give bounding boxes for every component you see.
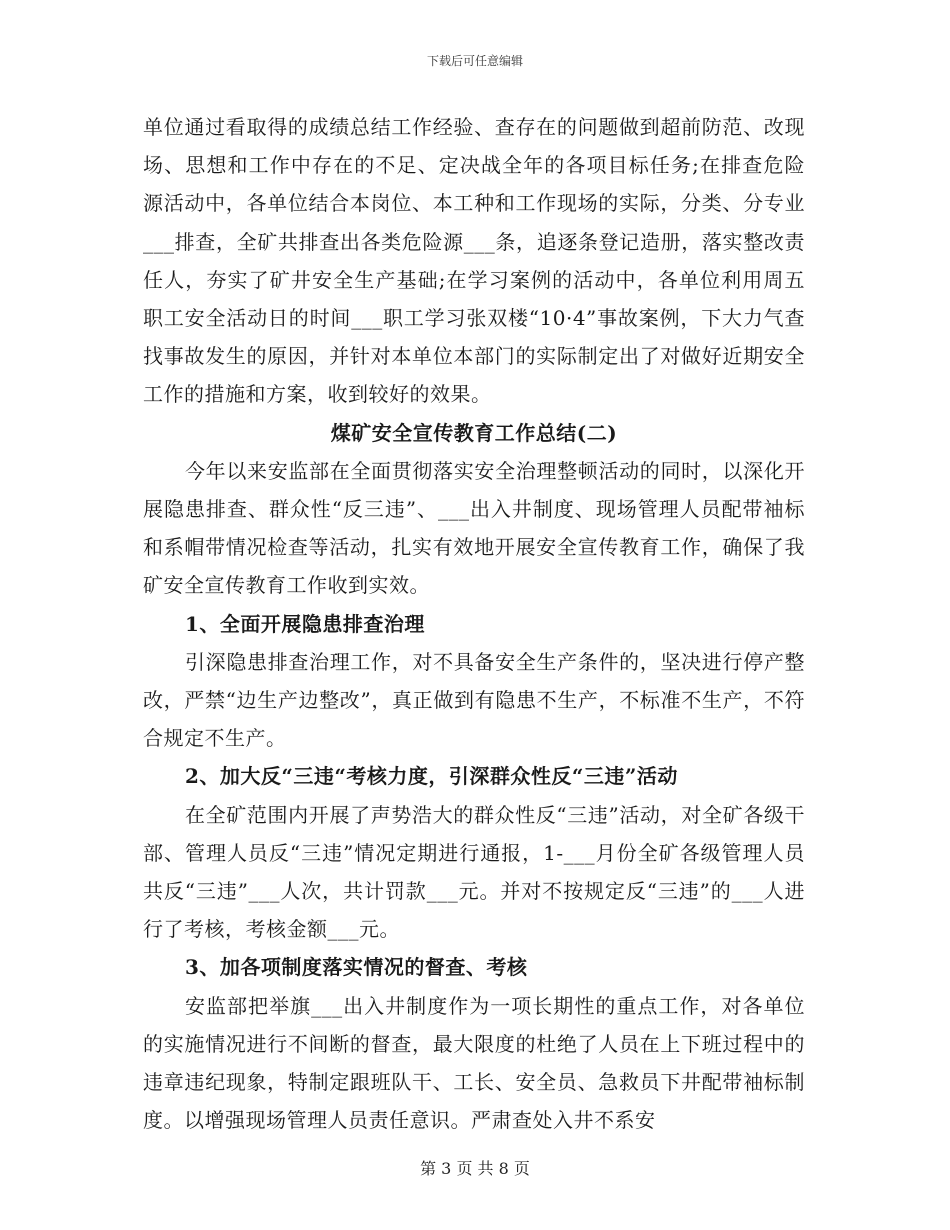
paragraph-hazard: 引深隐患排查治理工作，对不具备安全生产条件的，坚决进行停产整改，严禁“边生产边整改”，真正做到有隐患不生产，不标准不生产，不符合规定不生产。 xyxy=(143,649,805,751)
paragraph-continued: 单位通过看取得的成绩总结工作经验、查存在的问题做到超前防范、改现场、思想和工作中存在的不足、定决战全年的各项目标任务;在排查危险源活动中，各单位结合本岗位、本工种和工作现场的实际，分类、分专业___排查，全矿共排查出各类危险源___条，追逐条登记造册，落实整改责任人，夯实了矿井安全生产基础;在学习案例的活动中，各单位利用周五职工安全活动日的时间___职工学习张双楼“10·4”事故案例，下大力气查找事故发生的原因，并针对本单位本部门的实际制定出了对做好近期安全工作的措施和方案，收到较好的效果。 xyxy=(143,115,805,407)
document-body xyxy=(143,108,805,1139)
paragraph-supervision: 安监部把举旗___出入井制度作为一项长期性的重点工作，对各单位的实施情况进行不间断的督查，最大限度的杜绝了人员在上下班过程中的违章违纪现象，特制定跟班队干、工长、安全员、急救员下井配带袖标制度。以增强现场管理人员责任意识。严肃查处入井不系安 xyxy=(143,993,805,1133)
paragraph-intro: 今年以来安监部在全面贯彻落实安全治理整顿活动的同时，以深化开展隐患排查、群众性“反三违”、___出入井制度、现场管理人员配带袖标和系帽带情况检查等活动，扎实有效地开展安全宣传教育工作，确保了我矿安全宣传教育工作收到实效。 xyxy=(143,458,805,598)
paragraph-violations: 在全矿范围内开展了声势浩大的群众性反“三违”活动，对全矿各级干部、管理人员反“三违”情况定期进行通报，1-___月份全矿各级管理人员共反“三违”___人次，共计罚款___元。并对不按规定反“三违”的___人进行了考核，考核金额___元。 xyxy=(143,802,805,942)
heading-2: 2、加大反“三违“考核力度，引深群众性反“三违”活动 xyxy=(185,764,678,789)
page-footer: 第 3 页 共 8 页 xyxy=(420,1159,530,1178)
heading-3: 3、加各项制度落实情况的督查、考核 xyxy=(185,955,528,980)
section-title: 煤矿安全宣传教育工作总结(二) xyxy=(330,420,618,445)
heading-1: 1、全面开展隐患排查治理 xyxy=(185,611,425,636)
page-header: 下载后可任意编辑 xyxy=(426,54,523,68)
